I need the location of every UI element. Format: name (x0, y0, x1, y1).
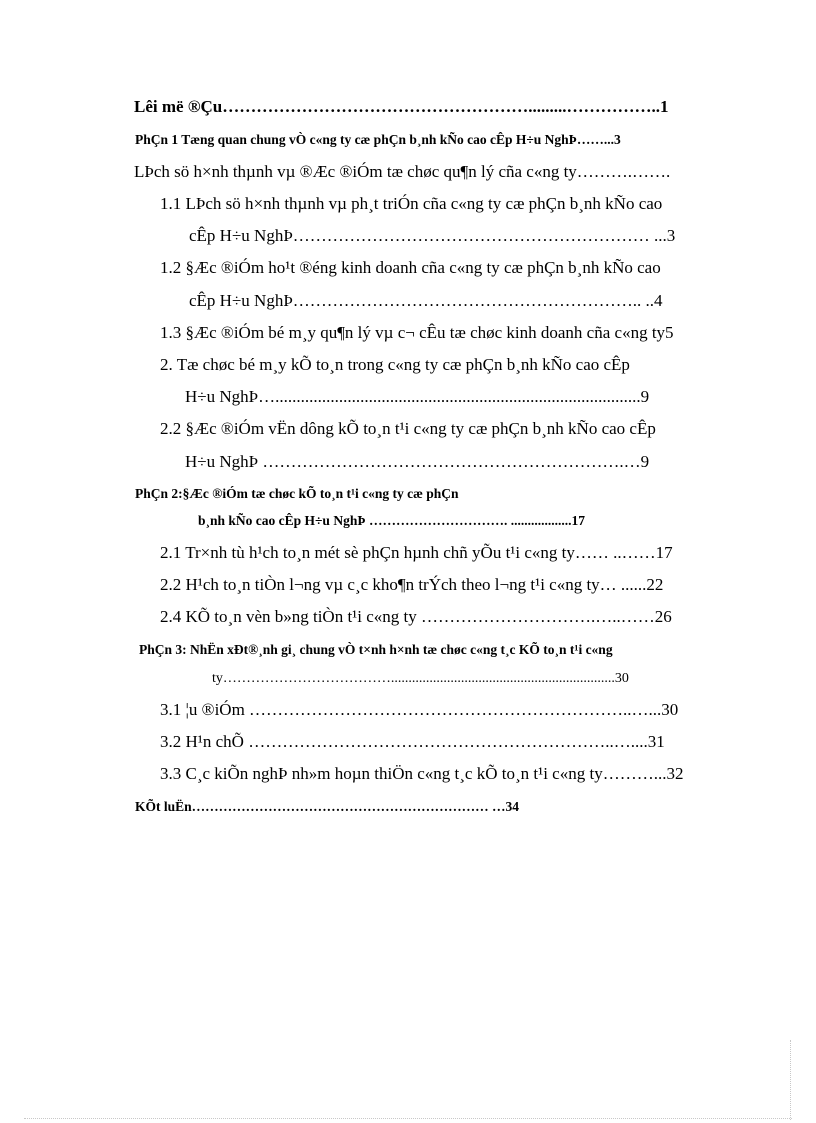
toc-line-2-4: 2.4 KÕ to¸n vèn b»ng tiÒn t¹i c«ng ty ………………………….…..……26 (160, 607, 672, 626)
toc-line-2-1: 2.1 Tr×nh tù h¹ch to¸n mét sè phÇn hµnh chñ yÕu t¹i c«ng ty…… ..……17 (160, 543, 673, 562)
toc-part2-cont-text: b¸nh kÑo cao cÊp H÷u NghÞ …………………………. ..................17 (198, 513, 585, 528)
toc-line-history-overview: LÞch sö h×nh thµnh vµ ®Æc ®iÓm tæ chøc qu¶n lý cña c«ng ty……….……. (134, 162, 671, 181)
toc-line-part2-cont (198, 510, 740, 531)
toc-part3-cont-text: ty………………………………................................................................30 (212, 671, 629, 686)
page-bottom-border (24, 1118, 792, 1120)
toc-line-2-2: 2.2 §Æc ®iÓm vËn dông kÕ to¸n t¹i c«ng ty cæ phÇn b¸nh kÑo cao cÊp (160, 419, 656, 438)
toc-line-2-2-cont: H÷u NghÞ ……………………………………………………….…9 (185, 452, 650, 471)
toc-line-1-2-cont: cÊp H÷u NghÞ…………………………………………………….. ..4 (189, 291, 663, 310)
toc-line-conclusion: KÕt luËn………………………………………………………… …34 (135, 799, 520, 814)
toc-line-part3-cont (212, 667, 740, 689)
toc-intro-text: Lêi më ®Çu……………………………………………….........……………..1 (134, 97, 669, 116)
toc-line-part2-title: PhÇn 2:§Æc ®iÓm tæ chøc kÕ to¸n t¹i c«ng ty cæ phÇn (135, 486, 459, 501)
toc-line-1-2: 1.2 §Æc ®iÓm ho¹t ®éng kinh doanh cña c«ng ty cæ phÇn b¸nh kÑo cao (160, 258, 661, 277)
page-right-border (790, 1040, 792, 1120)
toc-line-3-1: 3.1 ¦u ®iÓm …………………………………………………………..…...30 (160, 700, 679, 719)
toc-line-1-1: 1.1 LÞch sö h×nh thµnh vµ ph¸t triÓn cña c«ng ty cæ phÇn b¸nh kÑo cao (160, 194, 663, 213)
toc-line-2: 2. Tæ chøc bé m¸y kÕ to¸n trong c«ng ty cæ phÇn b¸nh kÑo cao cÊp (160, 355, 630, 374)
toc-line-2-2b: 2.2 H¹ch to¸n tiÒn l¬ng vµ c¸c kho¶n trÝch theo l¬ng t¹i c«ng ty… ......22 (160, 575, 664, 594)
toc-line-2-cont: H÷u NghÞ…......................................................................................9 (185, 387, 650, 406)
toc-line-3-2: 3.2 H¹n chÕ ………………………………………………………..…....31 (160, 732, 665, 751)
toc-line-introduction (134, 97, 738, 117)
toc-line-part3-title: PhÇn 3: NhËn xÐt®¸nh gi¸ chung vÒ t×nh h×nh tæ chøc c«ng t¸c KÕ to¸n t¹i c«ng (139, 642, 613, 657)
toc-line-1-1-cont: cÊp H÷u NghÞ……………………………………………………… ...3 (189, 226, 676, 245)
toc-line-part1-title: PhÇn 1 Tæng quan chung vÒ c«ng ty cæ phÇn b¸nh kÑo cao cÊp H÷u NghÞ……...3 (135, 132, 621, 147)
toc-line-1-3: 1.3 §Æc ®iÓm bé m¸y qu¶n lý vµ c¬ cÊu tæ chøc kinh doanh cña c«ng ty5 (160, 323, 674, 342)
toc-line-3-3: 3.3 C¸c kiÕn nghÞ nh»m hoµn thiÖn c«ng t¸c kÕ to¸n t¹i c«ng ty………...32 (160, 764, 684, 783)
